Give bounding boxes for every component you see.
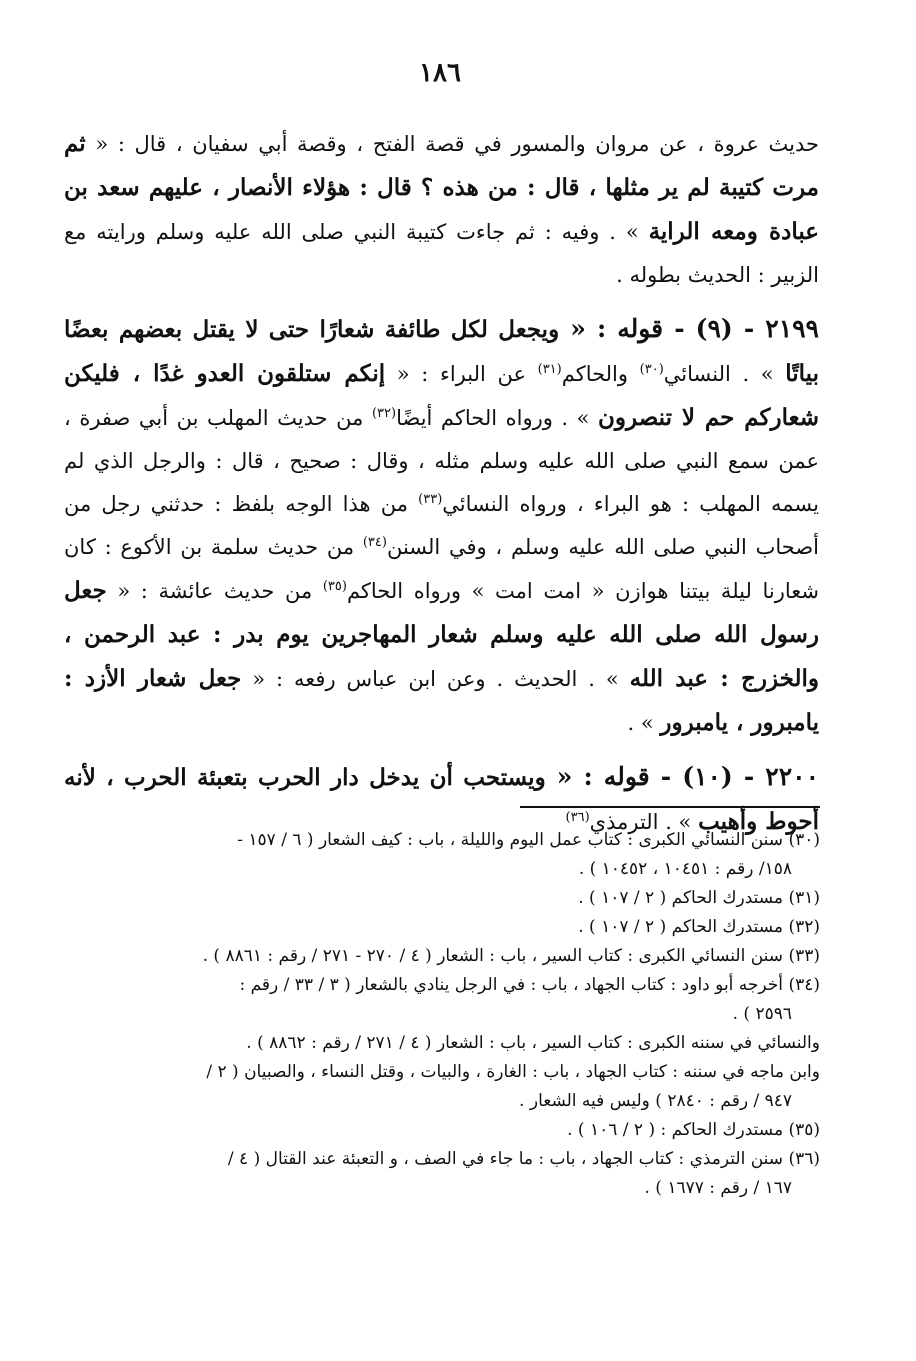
footnote-number: (٣٤) [788, 975, 820, 995]
quoted-text-bold: إنكم ستلقون العدو غدًا ، فليكن شعاركم حم لا تنصرون [64, 360, 819, 431]
footnote-number: (٣١) [788, 888, 820, 908]
quoted-text-bold: جعل شعار الأزد : يامبرور ، يامبرور [64, 665, 819, 736]
footnote-text: سنن الترمذي : كتاب الجهاد ، باب : ما جاء في الصف ، و التعبئة عند القتال ( ٤ / [227, 1149, 784, 1169]
footnote-35 [60, 1116, 820, 1145]
footnote-34-extra: وابن ماجه في سننه : كتاب الجهاد ، باب : الغارة ، والبيات ، وقتل النساء ، والصبيان ( ٢ / [206, 1062, 820, 1082]
text-run: من حديث المهلب بن أبي صفرة ، عمن سمع النبي صلى الله عليه وسلم مثله ، وقال : صحيح ، قال : والرجل الذي لم يسمه المهلب : هو البراء ، ورواه النسائي [64, 406, 819, 516]
text-run: عن البراء : « [385, 362, 538, 386]
entry-number: ٢٢٠٠ - (١٠) - قوله : « [545, 762, 819, 791]
quoted-text-bold: ويجعل لكل طائفة شعارًا حتى لا يقتل بعضهم بعضًا بياتًا [64, 316, 820, 387]
text-run: » . النسائي [663, 362, 786, 386]
footnote-text: سنن النسائي الكبرى : كتاب عمل اليوم والليلة ، باب : كيف الشعار ( ٦ / ١٥٧ - [237, 830, 784, 850]
text-run: من هذا الوجه بلفظ : حدثني رجل من أصحاب النبي صلى الله عليه وسلم ، وفي السنن [64, 492, 819, 559]
footnote-text: مستدرك الحاكم ( ٢ / ١٠٧ ) . [578, 888, 784, 908]
text-run: حديث عروة ، عن مروان والمسور في قصة الفتح ، وقصة أبي سفيان ، قال : « [85, 132, 819, 156]
footnote-34-extra: ٩٤٧ / رقم : ٢٨٤٠ ) وليس فيه الشعار . [519, 1091, 792, 1111]
main-text [64, 122, 819, 844]
text-run: » . الترمذي [589, 810, 699, 834]
footnote-text: مستدرك الحاكم : ( ٢ / ١٠٦ ) . [567, 1120, 784, 1140]
footnote-33 [60, 942, 820, 971]
footnote-text: مستدرك الحاكم ( ٢ / ١٠٧ ) . [578, 917, 784, 937]
footnote-ref: (٣٦) [565, 810, 590, 825]
text-run: من حديث سلمة بن الأكوع : كان شعارنا ليلة بيتنا هوازن « امت امت » ورواه الحاكم [64, 535, 819, 603]
footnote-text: سنن النسائي الكبرى : كتاب السير ، باب : الشعار ( ٤ / ٢٧٠ - ٢٧١ / رقم : ٨٨٦١ ) . [202, 946, 784, 966]
footnote-text: أخرجه أبو داود : كتاب الجهاد ، باب : في الرجل ينادي بالشعار ( ٣ / ٣٣ / رقم : [239, 975, 784, 995]
paragraph-continuation [64, 122, 819, 297]
quoted-text-bold: ويستحب أن يدخل دار الحرب بتعبئة الحرب ، لأنه أحوط وأهيب [64, 764, 819, 835]
footnote-34-extra: والنسائي في سننه الكبرى : كتاب السير ، باب : الشعار ( ٤ / ٢٧١ / رقم : ٨٨٦٢ ) . [246, 1033, 820, 1053]
footnote-30 [60, 826, 820, 884]
footnotes [60, 826, 820, 1203]
text-run: والحاكم [561, 362, 640, 386]
footnote-ref: (٣٠) [639, 362, 664, 377]
text-run: من حديث عائشة : « [106, 579, 323, 603]
footnote-number: (٣٦) [788, 1149, 820, 1169]
footnote-34 [60, 971, 820, 1029]
quoted-text-bold: جعل رسول الله صلى الله عليه وسلم شعار المهاجرين يوم بدر : عبد الرحمن ، والخزرج : عبد الله [64, 577, 819, 692]
footnote-32 [60, 913, 820, 942]
footnote-continuation: ١٦٧ / رقم : ١٦٧٧ ) . [644, 1178, 792, 1198]
footnote-continuation: ٢٥٩٦ ) . [732, 1004, 792, 1024]
footnote-36 [60, 1145, 820, 1203]
footnote-continuation: ١٥٨/ رقم : ١٠٤٥١ ، ١٠٤٥٢ ) . [578, 859, 792, 879]
text-run: » . ورواه الحاكم أيضًا [396, 406, 599, 430]
footnote-31 [60, 884, 820, 913]
footnote-ref: (٣٣) [418, 492, 443, 507]
page-number: ١٨٦ [419, 58, 461, 88]
footnote-divider [520, 806, 820, 808]
entry-number: ٢١٩٩ - (٩) - قوله : « [559, 314, 819, 343]
entry-2199 [64, 307, 819, 745]
footnote-ref: (٣٢) [371, 406, 397, 421]
text-run: » . الحديث . وعن ابن عباس رفعه : « [241, 667, 630, 691]
footnote-ref: (٣١) [537, 362, 562, 377]
footnote-number: (٣٣) [788, 946, 820, 966]
footnote-number: (٣٢) [788, 917, 820, 937]
text-run: » . وفيه : ثم جاءت كتيبة النبي صلى الله عليه وسلم ورايته مع الزبير : الحديث بطوله . [64, 220, 819, 287]
footnote-number: (٣٠) [788, 830, 820, 850]
text-run: » . [627, 711, 661, 735]
footnote-ref: (٣٥) [322, 579, 347, 594]
footnote-number: (٣٥) [788, 1120, 820, 1140]
quoted-hadith-bold: ثم مرت كتيبة لم ير مثلها ، قال : من هذه ؟ قال : هؤلاء الأنصار ، عليهم سعد بن عبادة ومعه الراية [64, 130, 819, 245]
footnote-ref: (٣٤) [362, 535, 387, 550]
